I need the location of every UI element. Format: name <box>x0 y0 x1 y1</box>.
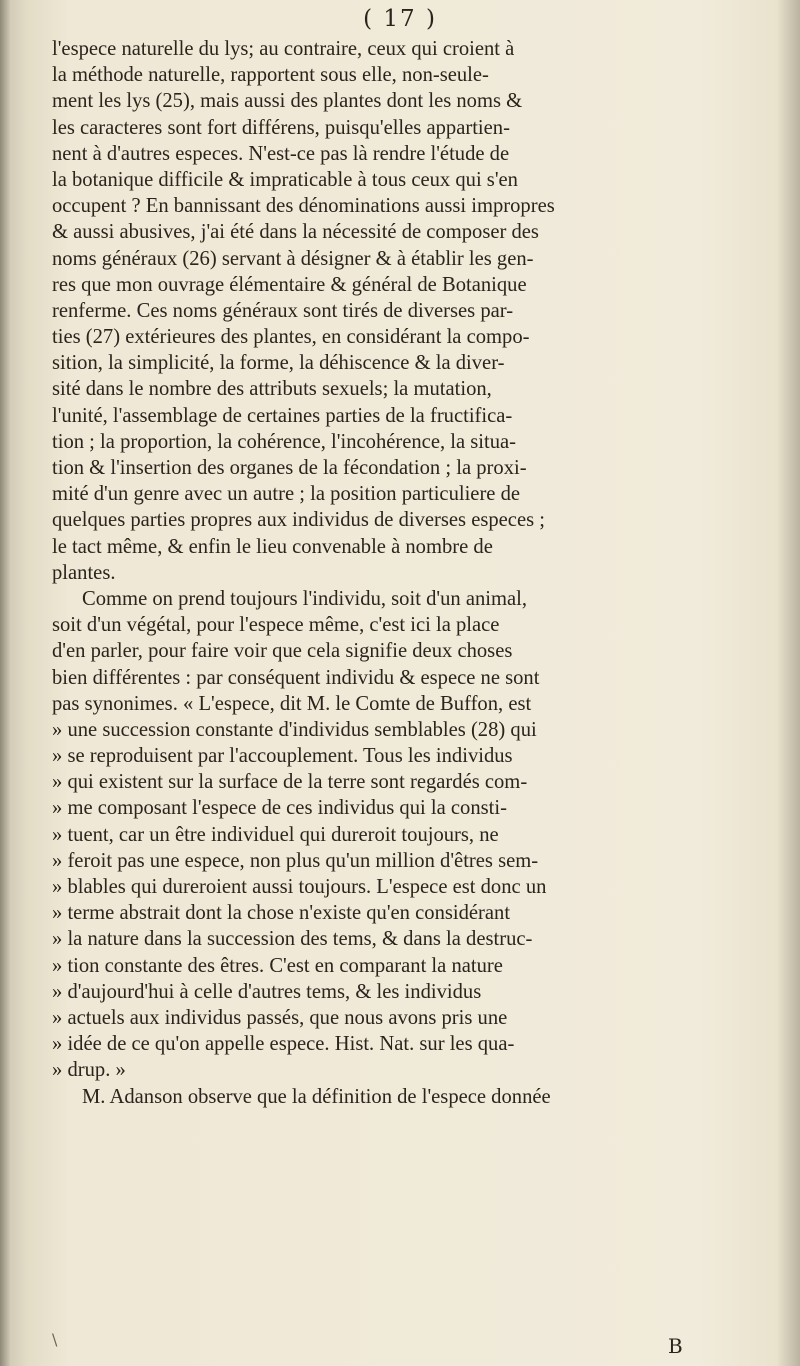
quote-line: » la nature dans la succession des tems, & dans la destruc- <box>52 928 533 951</box>
paragraph-start-line: M. Adanson observe que la définition de l'espece donnée <box>82 1085 551 1108</box>
quote-line: » se reproduisent par l'accouplement. Tous les individus <box>52 745 513 768</box>
quote-line: » terme abstrait dont la chose n'existe qu'en considérant <box>52 902 511 925</box>
text-line: pas synonimes. « L'espece, dit M. le Comte de Buffon, est <box>52 692 532 715</box>
text-line: mité d'un genre avec un autre ; la position particuliere de <box>52 483 521 506</box>
text-line: nent à d'autres especes. N'est-ce pas là rendre l'étude de <box>52 142 510 165</box>
page-number: ( 17 ) <box>363 6 437 32</box>
quote-line: » qui existent sur la surface de la terre sont regardés com- <box>52 771 528 794</box>
text-line: renferme. Ces noms généraux sont tirés de diverses par- <box>52 299 514 322</box>
quote-line: » me composant l'espece de ces individus qui la consti- <box>52 797 507 820</box>
quote-line: » tuent, car un être individuel qui dureroit toujours, ne <box>52 823 499 846</box>
quote-line: » idée de ce qu'on appelle espece. Hist. Nat. sur les qua- <box>52 1033 515 1056</box>
text-line: sition, la simplicité, la forme, la déhiscence & la diver- <box>52 352 505 375</box>
text-line: bien différentes : par conséquent individu & espece ne sont <box>52 666 540 689</box>
text-line: l'unité, l'assemblage de certaines parties de la fructifica- <box>52 404 513 427</box>
quote-line: » feroit pas une espece, non plus qu'un million d'êtres sem- <box>52 849 539 872</box>
text-line: plantes. <box>52 561 116 584</box>
text-line: la méthode naturelle, rapportent sous elle, non-seule- <box>52 64 489 87</box>
text-line: tion & l'insertion des organes de la fécondation ; la proxi- <box>52 457 527 479</box>
page-right-edge <box>778 0 800 1366</box>
text-line: res que mon ouvrage élémentaire & général de Botanique <box>52 273 527 296</box>
text-line: sité dans le nombre des attributs sexuels; la mutation, <box>52 378 492 401</box>
text-line: d'en parler, pour faire voir que cela signifie deux choses <box>52 640 513 663</box>
page-left-edge <box>0 0 10 1366</box>
text-line: ties (27) extérieures des plantes, en considérant la compo- <box>52 326 530 349</box>
text-line: la botanique difficile & impraticable à tous ceux qui s'en <box>52 168 518 191</box>
quote-line: » tion constante des êtres. C'est en comparant la nature <box>52 954 503 977</box>
text-line: quelques parties propres aux individus de diverses especes ; <box>52 509 545 532</box>
paragraph-start-line: Comme on prend toujours l'individu, soit d'un animal, <box>82 587 528 610</box>
text-line: le tact même, & enfin le lieu convenable à nombre de <box>52 535 493 558</box>
text-line: occupent ? En bannissant des dénominations aussi impropres <box>52 195 555 218</box>
text-line: l'espece naturelle du lys; au contraire, ceux qui croient à <box>52 38 515 60</box>
quote-line: » une succession constante d'individus semblables (28) qui <box>52 718 537 741</box>
signature-mark: \ <box>52 1330 58 1349</box>
text-line: soit d'un végétal, pour l'espece même, c'est ici la place <box>52 614 500 637</box>
quote-line: » d'aujourd'hui à celle d'autres tems, & les individus <box>52 980 482 1003</box>
catchword: B <box>668 1334 683 1358</box>
text-line: noms généraux (26) servant à désigner & à établir les gen- <box>52 247 534 270</box>
text-line: les caracteres sont fort différens, puisqu'elles appartien- <box>52 116 510 139</box>
text-line: & aussi abusives, j'ai été dans la nécessité de composer des <box>52 221 539 244</box>
quote-line: » actuels aux individus passés, que nous avons pris une <box>52 1006 508 1029</box>
text-line: tion ; la proportion, la cohérence, l'incohérence, la situa- <box>52 430 517 453</box>
quote-line: » drup. » <box>52 1059 126 1082</box>
text-line: ment les lys (25), mais aussi des plantes dont les noms & <box>52 90 523 113</box>
quote-line: » blables qui dureroient aussi toujours. L'espece est donc un <box>52 876 547 898</box>
body-text <box>52 36 734 1110</box>
